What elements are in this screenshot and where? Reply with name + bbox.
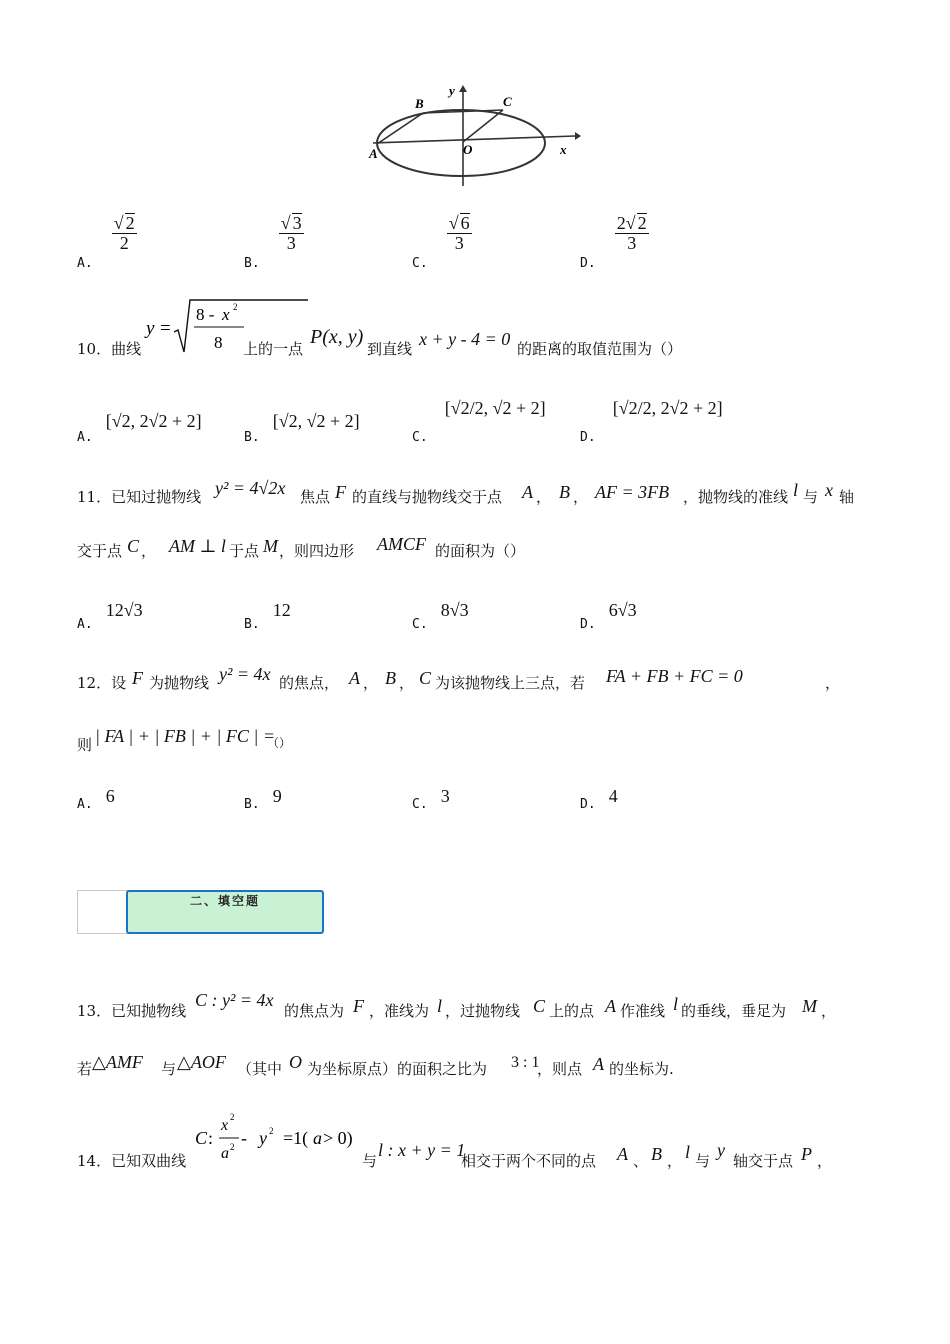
q10-text-tail: 的距离的取值范围为（） xyxy=(517,340,683,358)
x-axis-arrow xyxy=(575,132,581,140)
label-a: A xyxy=(369,146,378,161)
option-letter: D. xyxy=(580,256,596,272)
q10-option-b[interactable] xyxy=(244,411,360,445)
svg-text:y: y xyxy=(259,1128,267,1148)
option-letter: C. xyxy=(412,617,428,632)
q11-option-c[interactable] xyxy=(412,600,469,632)
svg-text:8: 8 xyxy=(214,333,223,352)
option-letter: B. xyxy=(244,430,260,445)
q10-option-d[interactable] xyxy=(580,398,723,445)
q14-hyperbola-equation xyxy=(195,1110,363,1170)
ellipse-figure xyxy=(365,80,585,195)
q13-triangle-aof: △AOF xyxy=(177,1052,226,1072)
label-o: O xyxy=(463,142,473,157)
svg-text:a: a xyxy=(221,1145,229,1162)
q9-option-d[interactable] xyxy=(580,213,649,272)
label-x: x xyxy=(560,142,567,157)
option-letter: C. xyxy=(412,430,428,445)
q10-option-c[interactable] xyxy=(412,398,546,445)
q13-line1: 13．已知抛物线 C : y² = 4x 的焦点为 F ，准线为 l ，过抛物线 C 上的点 A 作准线 l 的垂线，垂足为 M ， xyxy=(77,990,837,1020)
q12-option-c[interactable] xyxy=(412,786,450,812)
svg-text:x: x xyxy=(221,1117,229,1134)
label-c: C xyxy=(503,94,512,109)
section-header-blank xyxy=(77,890,128,934)
option-value: $\frac{√ 6}{3}$ xyxy=(448,213,470,253)
q10-number: 10．曲线 xyxy=(77,340,142,358)
q9-option-c[interactable] xyxy=(412,213,472,272)
option-letter: A. xyxy=(77,430,93,445)
option-letter: D. xyxy=(580,430,596,445)
q12-abs-sum: | FA | + | FB | + | FC | = xyxy=(95,726,275,746)
chord-oc xyxy=(463,110,503,142)
option-value: $\frac{2√ 2}{3}$ xyxy=(616,213,647,253)
option-value: 8√3 xyxy=(440,600,469,620)
q14-line-equation: l : x + y = 1 xyxy=(378,1140,466,1160)
q12-parabola: y² = 4x xyxy=(219,664,271,684)
section-header xyxy=(77,890,323,934)
q11-parabola: y² = 4√2x xyxy=(215,478,286,498)
option-value: [√2/2, √2 + 2] xyxy=(444,398,546,418)
option-letter: A. xyxy=(77,797,93,812)
label-y: y xyxy=(449,83,455,98)
q12-option-a[interactable] xyxy=(77,786,115,812)
y-axis-arrow xyxy=(459,85,467,92)
q11-option-d[interactable] xyxy=(580,600,637,632)
svg-text:a: a xyxy=(313,1128,322,1148)
svg-text:8 -: 8 - xyxy=(196,305,215,324)
q13-ratio: 3 : 1 xyxy=(511,1054,540,1071)
svg-text:C: C xyxy=(195,1128,208,1148)
q14-line1: 14．已知双曲线 C : x 2 a 2 - y 2 =1( a > 0) 与 l : x + y = 1 相交于两个不同的点 A 、 B ， l 与 y 轴交于点 P ， xyxy=(77,1112,833,1170)
section-header-box xyxy=(126,890,324,934)
option-letter: D. xyxy=(580,797,596,812)
section-title: 二、填空题 xyxy=(189,894,260,908)
option-value: [√2/2, 2√2 + 2] xyxy=(612,398,723,418)
q11-option-b[interactable] xyxy=(244,600,291,632)
option-letter: A. xyxy=(77,256,93,272)
option-letter: C. xyxy=(412,256,428,272)
option-value: [√2, √2 + 2] xyxy=(272,411,360,431)
q10-line-equation: x + y - 4 = 0 xyxy=(419,329,511,349)
svg-text:2: 2 xyxy=(269,1126,274,1136)
q12-line1: 12．设 F 为抛物线 y² = 4x 的焦点， A ， B ， C 为该抛物线上三点，若 FA + FB + FC = 0 ， xyxy=(77,664,841,692)
option-letter: C. xyxy=(412,797,428,812)
svg-text::: : xyxy=(208,1128,214,1148)
q11-line1: 11．已知过抛物线 y² = 4√2x 焦点 F 的直线与抛物线交于点 A ， B ， AF = 3FB ，抛物线的准线 l 与 x 轴 xyxy=(77,478,855,506)
option-value: 3 xyxy=(440,786,450,806)
option-value: 9 xyxy=(272,786,282,806)
option-letter: B. xyxy=(244,617,260,632)
option-letter: D. xyxy=(580,617,596,632)
q12-option-d[interactable] xyxy=(580,786,618,812)
svg-text:2: 2 xyxy=(230,1112,235,1122)
q12-option-b[interactable] xyxy=(244,786,282,812)
q10-option-a[interactable] xyxy=(77,411,202,445)
option-value: 6 xyxy=(105,786,115,806)
q11-am-perp-l: AM ⊥ l xyxy=(169,536,226,556)
q13-line2: 若 △AMF 与 △AOF （其中 O 为坐标原点）的面积之比为 3 : 1 ，则点 A 的坐标为. xyxy=(77,1052,674,1078)
q13-parabola: C : y² = 4x xyxy=(195,990,274,1010)
q11-quadrilateral: AMCF xyxy=(377,534,426,554)
q9-option-b[interactable] xyxy=(244,213,304,272)
option-value: 12 xyxy=(272,600,291,620)
q10-text-to-line: 到直线 xyxy=(367,340,413,358)
label-b: B xyxy=(415,96,424,111)
option-value: 12√3 xyxy=(105,600,143,620)
svg-text:=: = xyxy=(160,318,171,339)
option-letter: A. xyxy=(77,617,93,632)
option-value: [√2, 2√2 + 2] xyxy=(105,411,202,431)
option-value: $\frac{√ 2}{2}$ xyxy=(113,213,135,253)
option-value: 6√3 xyxy=(608,600,637,620)
svg-text:2: 2 xyxy=(233,302,238,312)
svg-text:y: y xyxy=(146,318,155,339)
q9-option-a[interactable] xyxy=(77,213,137,272)
option-value: $\frac{√ 3}{3}$ xyxy=(280,213,302,253)
option-value: 4 xyxy=(608,786,618,806)
svg-text:> 0): > 0) xyxy=(323,1128,353,1148)
svg-text:=1(: =1( xyxy=(283,1128,309,1148)
ellipse xyxy=(377,110,545,176)
q11-af-fb: AF = 3FB xyxy=(595,482,670,502)
svg-text:-: - xyxy=(241,1128,247,1148)
q10-text-on-curve: 上的一点 xyxy=(243,340,304,358)
q12-line2: 则 | FA | + | FB | + | FC | = （） xyxy=(77,726,292,754)
q12-vector-equation: FA + FB + FC = 0 xyxy=(606,666,743,686)
q11-line2: 交于点 C ， AM ⊥ l 于点 M ，则四边形 AMCF 的面积为（） xyxy=(77,534,526,560)
q13-triangle-amf: △AMF xyxy=(92,1052,143,1072)
svg-text:2: 2 xyxy=(230,1142,235,1152)
svg-text:x: x xyxy=(222,305,230,324)
q11-option-a[interactable] xyxy=(77,600,143,632)
option-letter: B. xyxy=(244,797,260,812)
q10-point: P(x, y) xyxy=(310,326,364,348)
option-letter: B. xyxy=(244,256,260,272)
